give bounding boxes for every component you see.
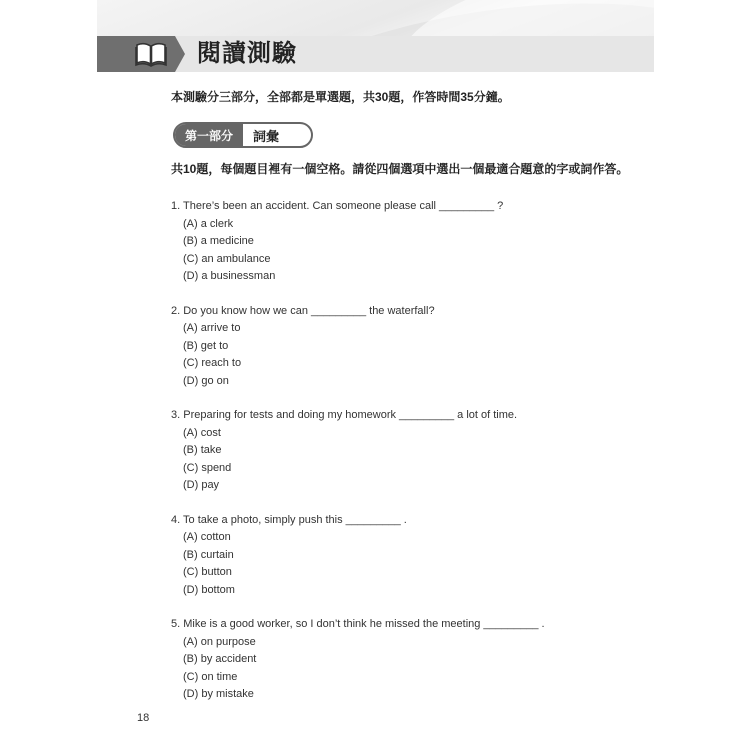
title-icon-notch: [175, 36, 185, 72]
page-title: 閱讀測驗: [197, 40, 297, 67]
answer-option: (A) on purpose: [183, 635, 256, 648]
section-badge: [173, 122, 313, 148]
question-list: [171, 198, 641, 721]
question-stem: 2. Do you know how we can _________ the waterfall?: [171, 304, 435, 317]
answer-option: (B) take: [183, 444, 222, 456]
answer-option: (C) an ambulance: [183, 252, 271, 265]
answer-option: (B) a medicine: [183, 235, 254, 247]
question-5: [171, 616, 641, 704]
question-stem: 3. Preparing for tests and doing my homework _________ a lot of time.: [171, 409, 518, 421]
answer-option: (D) a businessman: [183, 270, 276, 282]
answer-option: (C) on time: [183, 670, 238, 683]
section-instruction: 共10題，每個題目裡有一個空格。請從四個選項中選出一個最適合題意的字或詞作答。: [171, 162, 629, 176]
answer-option: (D) go on: [183, 374, 229, 387]
question-1: [171, 198, 641, 286]
question-stem: 1. There’s been an accident. Can someone please call _________ ?: [171, 200, 504, 212]
question-stem: 4. To take a photo, simply push this _________ .: [171, 513, 407, 526]
question-3: [171, 407, 641, 495]
question-2: [171, 303, 641, 391]
answer-option: (B) by accident: [183, 653, 257, 665]
answer-option: (A) arrive to: [183, 322, 241, 334]
question-stem: 5. Mike is a good worker, so I don’t think he missed the meeting _________ .: [171, 618, 545, 630]
answer-option: (D) pay: [183, 479, 220, 491]
answer-option: (B) curtain: [183, 548, 234, 561]
question-4: [171, 512, 641, 600]
answer-option: (D) bottom: [183, 583, 235, 596]
section-part-label: 第一部分: [175, 124, 243, 146]
answer-option: (A) a clerk: [183, 217, 234, 230]
answer-option: (A) cost: [183, 426, 221, 439]
open-book-icon: [135, 41, 167, 67]
answer-option: (D) by mistake: [183, 688, 254, 700]
section-name: 詞彙: [253, 128, 280, 144]
answer-option: (C) spend: [183, 461, 232, 474]
answer-option: (C) button: [183, 566, 232, 578]
test-intro: 本測驗分三部分，全部都是單選題，共30題，作答時間35分鐘。: [171, 90, 510, 104]
answer-option: (A) cotton: [183, 531, 231, 543]
answer-option: (C) reach to: [183, 357, 242, 369]
answer-option: (B) get to: [183, 339, 229, 352]
page-number: 18: [137, 712, 150, 724]
textbook-page: [97, 0, 654, 750]
